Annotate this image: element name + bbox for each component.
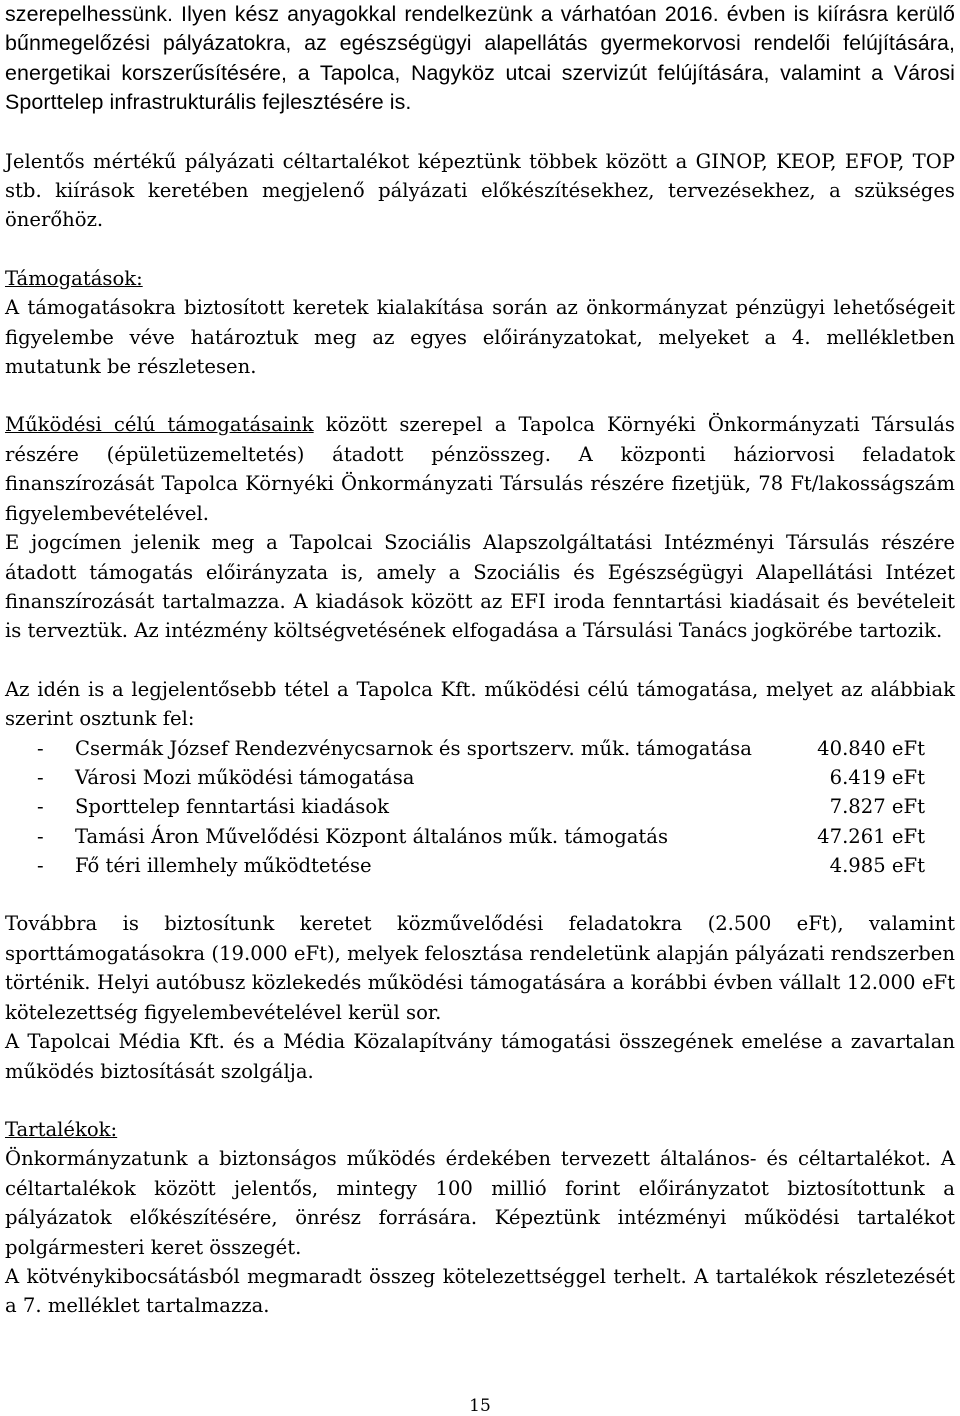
list-item [5,734,955,763]
paragraph-reserve-funds: Jelentős mértékű pályázati céltartalékot képeztünk többek között a GINOP, KEOP, EFOP, TOP stb. kiírások keretében megjelenő pályázati előkészítésekhez, tervezésekhez, a szükséges önerőhöz. [5,149,955,232]
list-dash: - [37,854,44,878]
support-items-list [5,734,955,881]
paragraph-media: A Tapolcai Média Kft. és a Média Közalapítvány támogatási összegének emelése a zavartalan működés biztosítását szolgálja. [5,1030,955,1083]
item-label: Városi Mozi működési támogatása [75,765,415,789]
list-dash: - [37,795,44,819]
paragraph-social-association: E jogcímen jelenik meg a Tapolcai Szociális Alapszolgáltatási Intézményi Társulás részére átadott támogatás előirányzata is, amely a Szociális és Egészségügyi Alapellátási Intézet finanszírozását tartalmazza. A kiadások között az EFI iroda fenntartási kiadásait és bevételeit is terveztük. Az intézmény költségvetésének elfogadása a Társulási Tanács jogkörébe tartozik. [5,531,955,643]
heading-reserves: Tartalékok: [5,1117,118,1141]
paragraph-tapolca-kft: Az idén is a legjelentősebb tétel a Tapolca Kft. működési célú támogatása, melyet az alábbiak szerint osztunk fel: [5,677,955,731]
item-value: 40.840 eFt [817,736,925,760]
item-value: 7.827 eFt [829,795,925,819]
paragraph-cultural-sport: Továbbra is biztosítunk keretet közművelődési feladatokra (2.500 eFt), valamint sporttámogatásokra (19.000 eFt), melyek felosztása rendeletünk alapján pályázati rendszerben történik. Helyi autóbusz közlekedés működési támogatására a korábbi évben vállalt 12.000 eFt kötelezettség figyelembevételével kerül sor. [5,912,955,1024]
paragraph-prepared-materials: szerepelhessünk. Ilyen kész anyagokkal rendelkezünk a várhatóan 2016. évben is kiírásra kerülő bűnmegelőzési pályázatokra, az egészségügyi alapellátás gyermekorvosi rendelői felújítására, energetikai korszerűsítésére, a Tapolca, Nagyköz utcai szervizút felújítására, valamint a Városi Sporttelep infrastrukturális fejlesztésére is. [5,2,955,115]
list-item [5,763,955,792]
paragraph-operating-supports [5,410,955,528]
operating-supports-lead: Működési célú támogatásaink [5,413,314,437]
item-value: 4.985 eFt [829,854,925,878]
paragraph-support-frameworks: A támogatásokra biztosított keretek kialakítása során az önkormányzat pénzügyi lehetőségeit figyelembe véve határoztuk meg az egyes előirányzatokat, melyeket a 4. mellékletben mutatunk be részletesen. [5,296,955,379]
list-dash: - [37,765,44,789]
paragraph-reserves: Önkormányzatunk a biztonságos működés érdekében tervezett általános- és céltartalékot. A céltartalékok között jelentős, mintegy 100 millió forint előirányzatot biztosítottunk a pályázatok előkészítésére, önrész forrására. Képeztünk intézményi működési tartalékot polgármesteri keret összegét. [5,1147,955,1259]
paragraph-bond: A kötvénykibocsátásból megmaradt összeg kötelezettséggel terhelt. A tartalékok részletezését a 7. melléklet tartalmazza. [5,1264,955,1318]
page-number: 15 [469,1396,491,1416]
list-dash: - [37,736,44,760]
list-item [5,851,955,880]
item-label: Csermák József Rendezvénycsarnok és sportszerv. műk. támogatása [75,736,752,760]
list-dash: - [37,824,44,848]
item-label: Fő téri illemhely működtetése [75,854,372,878]
item-value: 47.261 eFt [817,824,925,848]
item-label: Sporttelep fenntartási kiadások [75,795,389,819]
list-item [5,792,955,821]
document-page [5,0,955,1321]
item-value: 6.419 eFt [829,765,925,789]
item-label: Tamási Áron Művelődési Központ általános műk. támogatás [75,824,669,848]
operating-supports-text: között szerepel a Tapolca Környéki Önkormányzati Társulás részére (épületüzemeltetés) átadott pénzösszeg. A központi háziorvosi feladatok finanszírozását Tapolca Környéki Önkormányzati Társulás részére fizetjük, 78 Ft/lakosságszám figyelembevételével. [5,413,955,525]
heading-supports: Támogatások: [5,266,143,290]
list-item [5,822,955,851]
